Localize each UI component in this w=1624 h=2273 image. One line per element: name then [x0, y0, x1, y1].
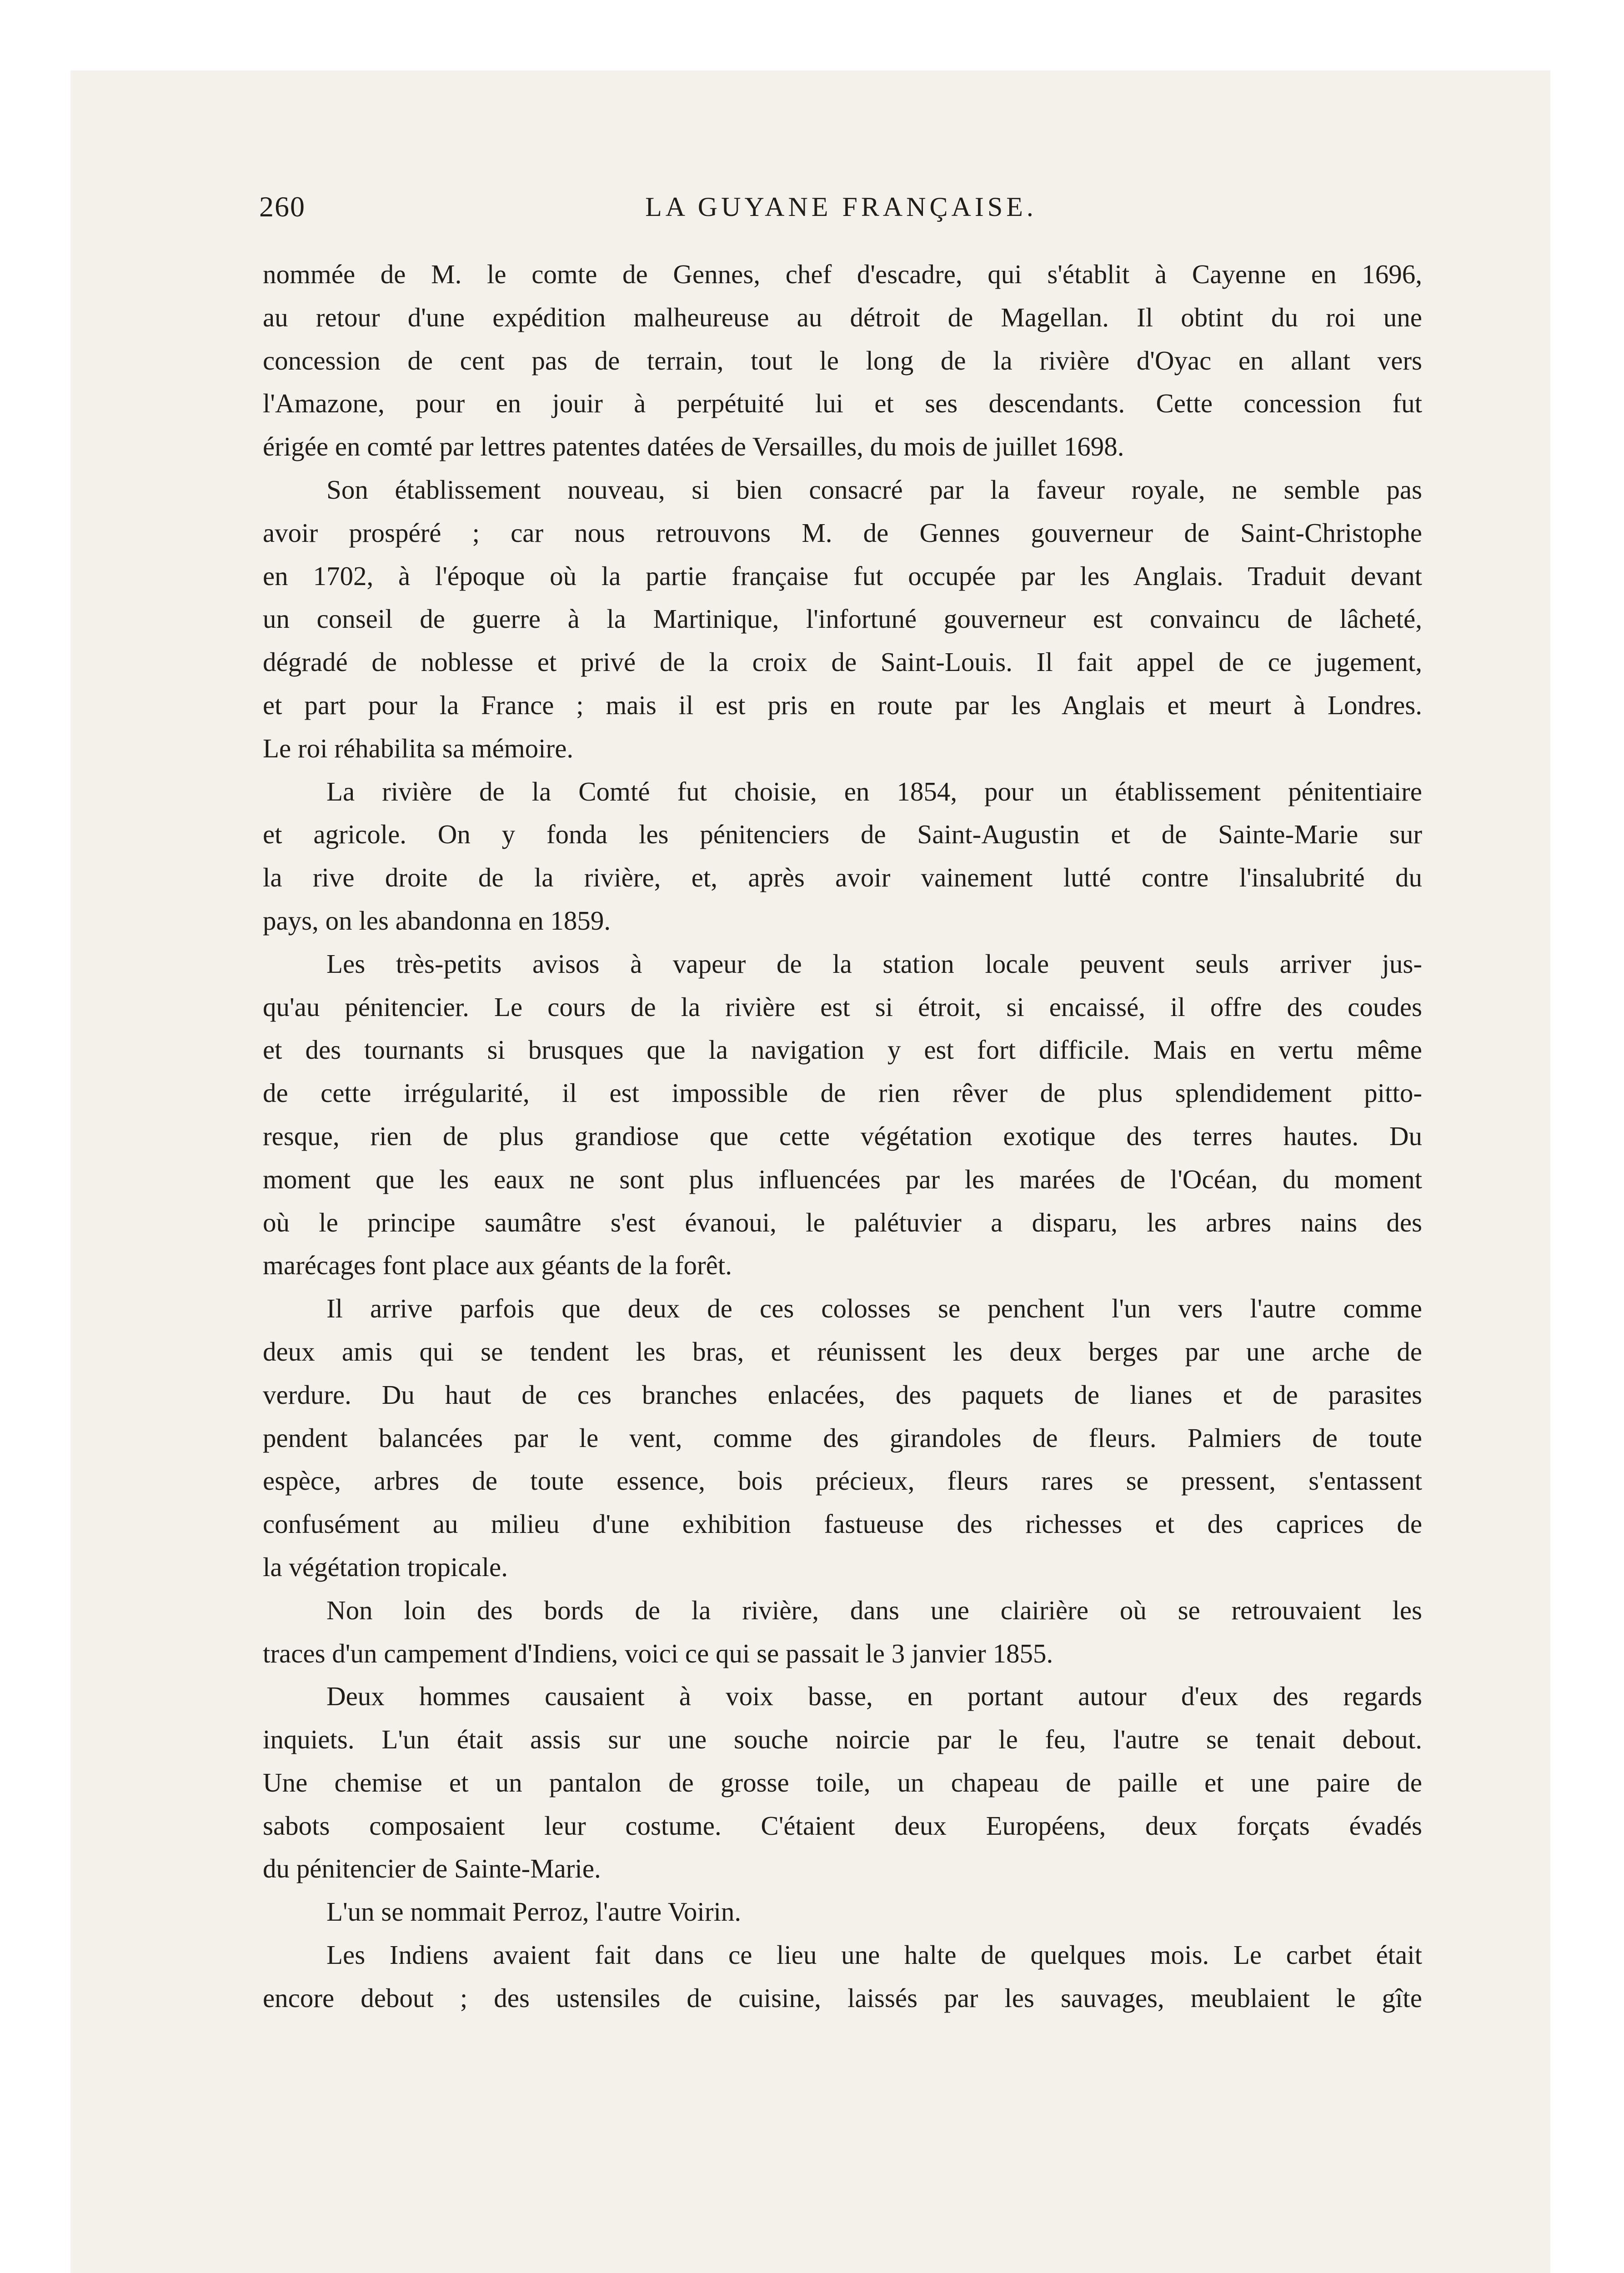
text-line: verdure. Du haut de ces branches enlacées, des paquets de lianes et de parasites [263, 1379, 1422, 1410]
text-line: Les Indiens avaient fait dans ce lieu une halte de quelques mois. Le carbet était [326, 1940, 1422, 1970]
text-line: la végétation tropicale. [263, 1552, 508, 1582]
text-line: et part pour la France ; mais il est pris en route par les Anglais et meurt à Londres. [263, 690, 1422, 720]
text-line: Non loin des bords de la rivière, dans une clairière où se retrouvaient les [326, 1595, 1422, 1625]
text-line: et agricole. On y fonda les pénitenciers de Saint-Augustin et de Sainte-Marie sur [263, 819, 1422, 850]
page-number: 260 [259, 190, 306, 223]
text-line: concession de cent pas de terrain, tout le long de la rivière d'Oyac en allant vers [263, 345, 1422, 375]
text-line: Deux hommes causaient à voix basse, en portant autour d'eux des regards [326, 1681, 1422, 1712]
text-line: encore debout ; des ustensiles de cuisine, laissés par les sauvages, meublaient le gîte [263, 1983, 1422, 2013]
running-title: LA GUYANE FRANÇAISE. [645, 192, 1037, 222]
text-line: nommée de M. le comte de Gennes, chef d'escadre, qui s'établit à Cayenne en 1696, [263, 259, 1422, 289]
text-line: confusément au milieu d'une exhibition fastueuse des richesses et des caprices de [263, 1509, 1422, 1539]
text-line: de cette irrégularité, il est impossible de rien rêver de plus splendidement pitto- [263, 1078, 1422, 1108]
text-line: sabots composaient leur costume. C'étaient deux Européens, deux forçats évadés [263, 1810, 1422, 1841]
text-line: érigée en comté par lettres patentes datées de Versailles, du mois de juillet 1698. [263, 431, 1124, 462]
text-line: du pénitencier de Sainte-Marie. [263, 1853, 601, 1884]
text-line: dégradé de noblesse et privé de la croix de Saint-Louis. Il fait appel de ce jugement, [263, 647, 1422, 677]
text-line: Son établissement nouveau, si bien consacré par la faveur royale, ne semble pas [326, 474, 1422, 505]
text-line: resque, rien de plus grandiose que cette végétation exotique des terres hautes. Du [263, 1121, 1422, 1151]
text-line: Une chemise et un pantalon de grosse toile, un chapeau de paille et une paire de [263, 1767, 1422, 1797]
text-line: qu'au pénitencier. Le cours de la rivière est si étroit, si encaissé, il offre des coudes [263, 991, 1422, 1022]
text-line: en 1702, à l'époque où la partie française fut occupée par les Anglais. Traduit devant [263, 561, 1422, 591]
text-line: traces d'un campement d'Indiens, voici ce qui se passait le 3 janvier 1855. [263, 1638, 1053, 1668]
text-line: L'un se nommait Perroz, l'autre Voirin. [326, 1897, 742, 1927]
text-line: et des tournants si brusques que la navigation y est fort difficile. Mais en vertu même [263, 1035, 1422, 1065]
text-line: au retour d'une expédition malheureuse au détroit de Magellan. Il obtint du roi une [263, 302, 1422, 332]
text-line: espèce, arbres de toute essence, bois précieux, fleurs rares se pressent, s'entassent [263, 1466, 1422, 1496]
body-text [263, 253, 1422, 2020]
text-line: Les très-petits avisos à vapeur de la station locale peuvent seuls arriver jus- [326, 948, 1422, 979]
text-line: moment que les eaux ne sont plus influencées par les marées de l'Océan, du moment [263, 1164, 1422, 1194]
text-line: un conseil de guerre à la Martinique, l'infortuné gouverneur est convaincu de lâcheté, [263, 604, 1422, 634]
text-line: la rive droite de la rivière, et, après avoir vainement lutté contre l'insalubrité du [263, 862, 1422, 893]
text-line: inquiets. L'un était assis sur une souche noircie par le feu, l'autre se tenait debout. [263, 1724, 1422, 1755]
text-line: avoir prospéré ; car nous retrouvons M. de Gennes gouverneur de Saint-Christophe [263, 517, 1422, 548]
text-line: Il arrive parfois que deux de ces colosses se penchent l'un vers l'autre comme [326, 1293, 1422, 1324]
text-line: marécages font place aux géants de la forêt. [263, 1250, 732, 1281]
page-header [259, 186, 1423, 227]
text-line: Le roi réhabilita sa mémoire. [263, 733, 574, 763]
text-line: l'Amazone, pour en jouir à perpétuité lui et ses descendants. Cette concession fut [263, 388, 1422, 419]
text-line: La rivière de la Comté fut choisie, en 1854, pour un établissement pénitentiaire [326, 776, 1422, 806]
text-line: deux amis qui se tendent les bras, et réunissent les deux berges par une arche de [263, 1336, 1422, 1367]
text-line: où le principe saumâtre s'est évanoui, le palétuvier a disparu, les arbres nains des [263, 1207, 1422, 1237]
text-line: pendent balancées par le vent, comme des girandoles de fleurs. Palmiers de toute [263, 1422, 1422, 1453]
text-line: pays, on les abandonna en 1859. [263, 905, 611, 936]
